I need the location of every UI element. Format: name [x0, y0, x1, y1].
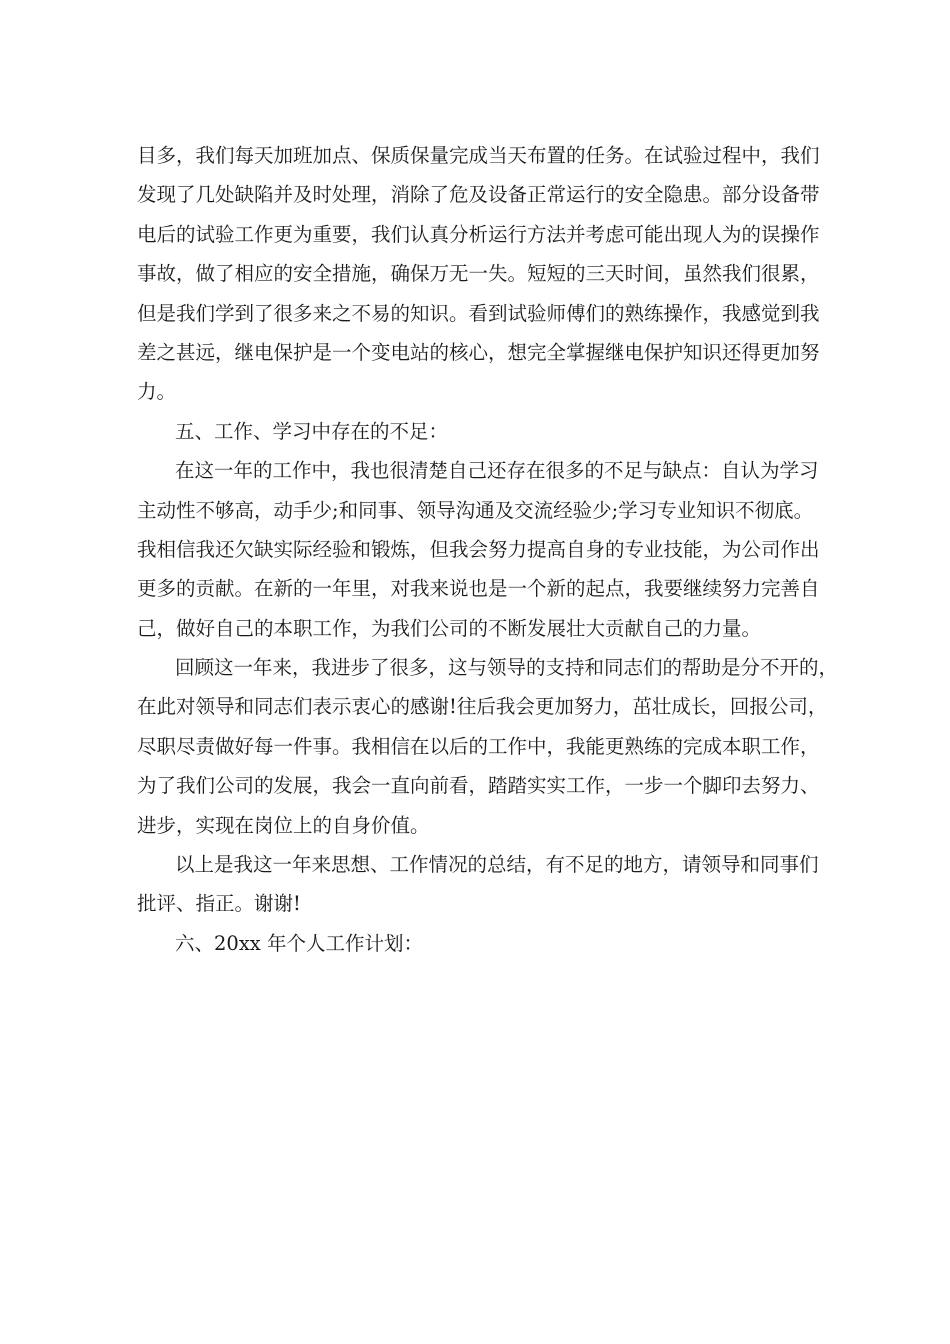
text-line: 主动性不够高，动手少;和同事、领导沟通及交流经验少;学习专业知识不彻底。 [137, 498, 814, 522]
text-line: 批评、指正。谢谢! [137, 892, 301, 916]
text-line: 在这一年的工作中，我也很清楚自己还存在很多的不足与缺点：自认为学习 [175, 459, 819, 483]
text-line: 为了我们公司的发展，我会一直向前看，踏踏实实工作，一步一个脚印去努力、 [137, 774, 820, 798]
text-line: 力。 [137, 380, 177, 404]
section-heading-work-plan [137, 924, 817, 963]
text-line: 目多，我们每天加班加点、保质保量完成当天布置的任务。在试验过程中，我们 [137, 144, 820, 167]
text-line: 电后的试验工作更为重要，我们认真分析运行方法并考虑可能出现人为的误操作 [137, 222, 820, 246]
text-line: 回顾这一年来，我进步了很多，这与领导的支持和同志们的帮助是分不开的， [175, 656, 839, 680]
heading-line: 五、工作、学习中存在的不足： [175, 419, 449, 443]
text-line: 但是我们学到了很多来之不易的知识。看到试验师傅们的熟练操作，我感觉到我 [137, 301, 820, 325]
text-line: 我相信我还欠缺实际经验和锻炼，但我会努力提高自身的专业技能，为公司作出 [137, 537, 820, 561]
text-line: 差之甚远，继电保护是一个变电站的核心，想完全掌握继电保护知识还得更加努 [137, 340, 820, 364]
text-line: 在此对领导和同志们表示衷心的感谢!往后我会更加努力，茁壮成长，回报公司， [137, 695, 828, 719]
text-line: 尽职尽责做好每一件事。我相信在以后的工作中，我能更熟练的完成本职工作， [137, 734, 820, 758]
text-line: 进步，实现在岗位上的自身价值。 [137, 813, 430, 837]
text-line: 事故，做了相应的安全措施，确保万无一失。短短的三天时间，虽然我们很累， [137, 262, 820, 286]
document-body [137, 136, 839, 963]
paragraph-review [137, 648, 839, 845]
paragraph-closing [137, 845, 817, 924]
paragraph-shortcomings [137, 451, 820, 648]
paragraph-continuation [137, 136, 820, 412]
text-line: 己，做好自己的本职工作，为我们公司的不断发展壮大贡献自己的力量。 [137, 616, 762, 640]
text-line: 更多的贡献。在新的一年里，对我来说也是一个新的起点，我要继续努力完善自 [137, 577, 820, 601]
section-heading-shortcomings [137, 412, 817, 451]
text-line: 以上是我这一年来思想、工作情况的总结，有不足的地方，请领导和同事们 [175, 853, 819, 877]
heading-line: 六、20xx 年个人工作计划： [175, 931, 424, 955]
text-line: 发现了几处缺陷并及时处理，消除了危及设备正常运行的安全隐患。部分设备带 [137, 183, 820, 207]
